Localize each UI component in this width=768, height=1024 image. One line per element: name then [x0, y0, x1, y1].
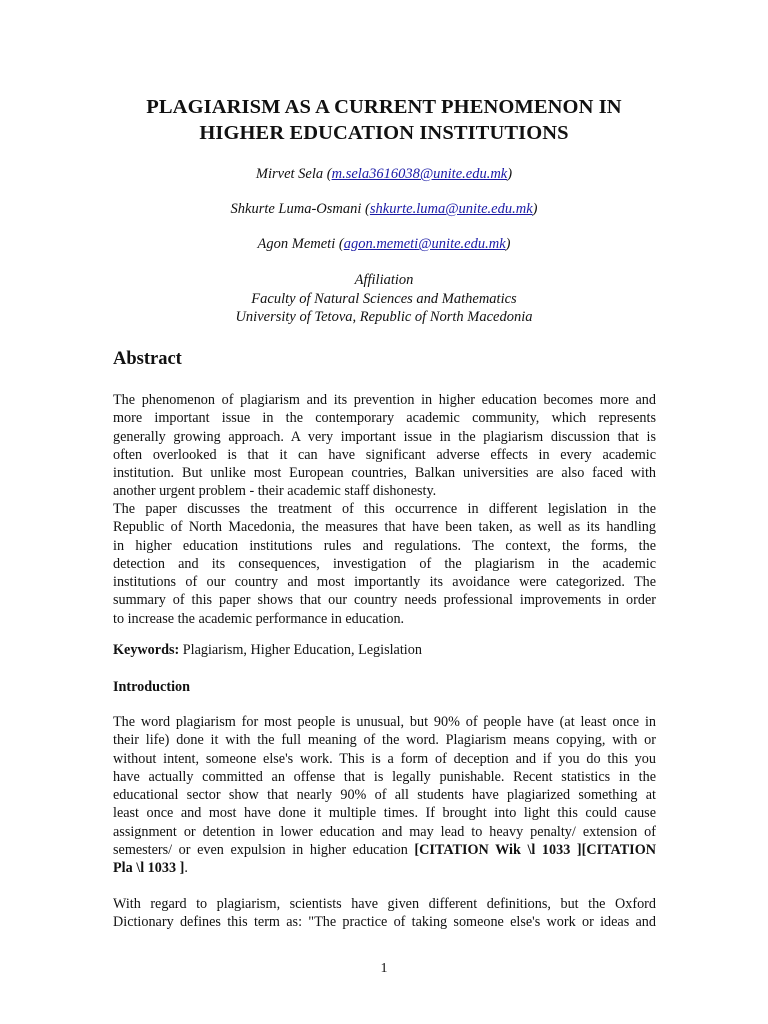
abstract-paragraph-1	[113, 391, 656, 501]
text-line: to increase the academic performance in education.	[113, 610, 405, 627]
text-line: detection and its consequences, investigation of the plagiarism in the academic	[113, 555, 656, 572]
affiliation-faculty: Faculty of Natural Sciences and Mathematics	[251, 290, 517, 307]
author-name: Agon Memeti	[257, 236, 336, 252]
text-line: educational sector show that nearly 90% of all students have plagiarized something at	[113, 787, 656, 803]
introduction-paragraph-2	[113, 895, 656, 932]
text-line: The phenomenon of plagiarism and its prevention in higher education becomes more and	[113, 392, 656, 408]
text-line: generally growing approach. A very important issue in the plagiarism discussion that is	[113, 428, 656, 445]
text-line: The word plagiarism for most people is unusual, but 90% of people have (at least once in	[113, 714, 656, 730]
author-email-link[interactable]: agon.memeti@unite.edu.mk	[343, 236, 506, 252]
text-fragment: .	[184, 860, 188, 876]
author-name: Mirvet Sela	[255, 166, 324, 182]
affiliation-university: University of Tetova, Republic of North Macedonia	[235, 309, 533, 325]
text-line: institution. But unlike most European countries, Balkan universities are also faced with	[113, 465, 656, 481]
author-1: Mirvet Sela (m.sela3616038@unite.edu.mk)	[255, 166, 513, 182]
abstract-paragraph-2	[113, 500, 656, 628]
text-line	[113, 841, 656, 859]
title-line-1: PLAGIARISM AS A CURRENT PHENOMENON IN	[146, 96, 622, 118]
text-line: Dictionary defines this term as: "The practice of taking someone else's work or ideas and	[113, 914, 656, 931]
author-3: Agon Memeti (agon.memeti@unite.edu.mk)	[257, 236, 511, 252]
abstract-heading: Abstract	[113, 349, 182, 369]
text-line: without intent, someone else's work. This is a form of deception and if you do this you	[113, 750, 656, 767]
author-name: Shkurte Luma-Osmani	[230, 201, 362, 217]
text-line: more important issue in the contemporary academic community, which represents	[113, 410, 656, 427]
text-line: With regard to plagiarism, scientists have given different definitions, but the Oxford	[113, 896, 656, 912]
text-line: another urgent problem - their academic staff dishonesty.	[113, 483, 437, 500]
text-line: institutions of our country and most importantly its avoidance were categorized. The	[113, 574, 656, 590]
author-email-link[interactable]: shkurte.luma@unite.edu.mk	[369, 201, 533, 217]
text-line: their life) done it with the full meaning of the word. Plagiarism means copying, with or	[113, 732, 656, 749]
text-line: in higher education institutions rules and regulations. The context, the forms, the	[113, 537, 656, 554]
text-line	[113, 859, 656, 877]
introduction-paragraph-1	[113, 713, 656, 877]
text-line: least once and most have done it multiple times. If brought into light this could cause	[113, 805, 656, 822]
author-2: Shkurte Luma-Osmani (shkurte.luma@unite.edu.mk)	[230, 201, 538, 217]
keywords-line	[113, 642, 422, 659]
text-line: assignment or detention in lower education and may lead to heavy penalty/ extension of	[113, 823, 656, 840]
text-line: summary of this paper shows that our country needs professional improvements in order	[113, 592, 656, 609]
introduction-heading: Introduction	[113, 679, 190, 695]
title-line-2: HIGHER EDUCATION INSTITUTIONS	[199, 122, 569, 144]
citation-field: [CITATION Wik \l 1033 ][CITATION	[414, 841, 656, 858]
citation-field: Pla \l 1033 ]	[113, 860, 185, 876]
affiliation-block	[60, 271, 708, 327]
text-line: have actually committed an offense that is legally punishable. Recent statistics in the	[113, 768, 656, 785]
author-email-link[interactable]: m.sela3616038@unite.edu.mk	[331, 166, 508, 182]
keywords-label: Keywords:	[113, 642, 180, 658]
text-fragment: semesters/ or even expulsion in higher education	[113, 841, 415, 858]
affiliation-label: Affiliation	[354, 272, 414, 288]
paper-title	[60, 94, 708, 146]
keywords-value: Plagiarism, Higher Education, Legislation	[182, 642, 422, 658]
text-line: often overlooked is that it can have significant adverse effects in every academic	[113, 446, 656, 463]
text-line: Republic of North Macedonia, the measures that have been taken, as well as its handling	[113, 519, 656, 536]
text-line: The paper discusses the treatment of this occurrence in different legislation in the	[113, 501, 656, 517]
page-number: 1	[380, 961, 388, 976]
